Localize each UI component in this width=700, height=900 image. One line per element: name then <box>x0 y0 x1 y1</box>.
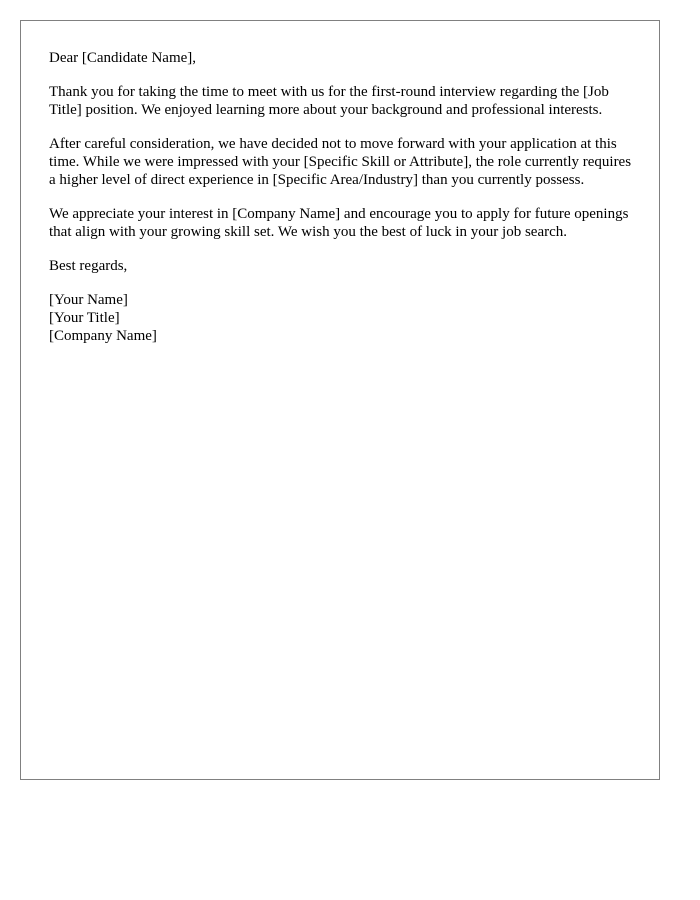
signature-name: [Your Name] <box>49 292 128 308</box>
signature-block <box>49 291 633 345</box>
body-paragraph-1: Thank you for taking the time to meet with us for the first-round interview regarding the [Job Title] position. We enjoyed learning more about your background and professional interests. <box>49 84 609 118</box>
signature-title: [Your Title] <box>49 310 120 326</box>
closing: Best regards, <box>49 258 128 274</box>
letter-body <box>49 49 633 345</box>
body-paragraph-2: After careful consideration, we have decided not to move forward with your application at this time. While we were impressed with your [Specific Skill or Attribute], the role currently requires a higher level of direct experience in [Specific Area/Industry] than you currently possess. <box>49 136 632 188</box>
body-paragraph-3: We appreciate your interest in [Company Name] and encourage you to apply for future openings that align with your growing skill set. We wish you the best of luck in your job search. <box>49 206 629 240</box>
signature-company: [Company Name] <box>49 328 157 344</box>
salutation: Dear [Candidate Name], <box>49 50 197 66</box>
letter-frame <box>20 20 660 780</box>
